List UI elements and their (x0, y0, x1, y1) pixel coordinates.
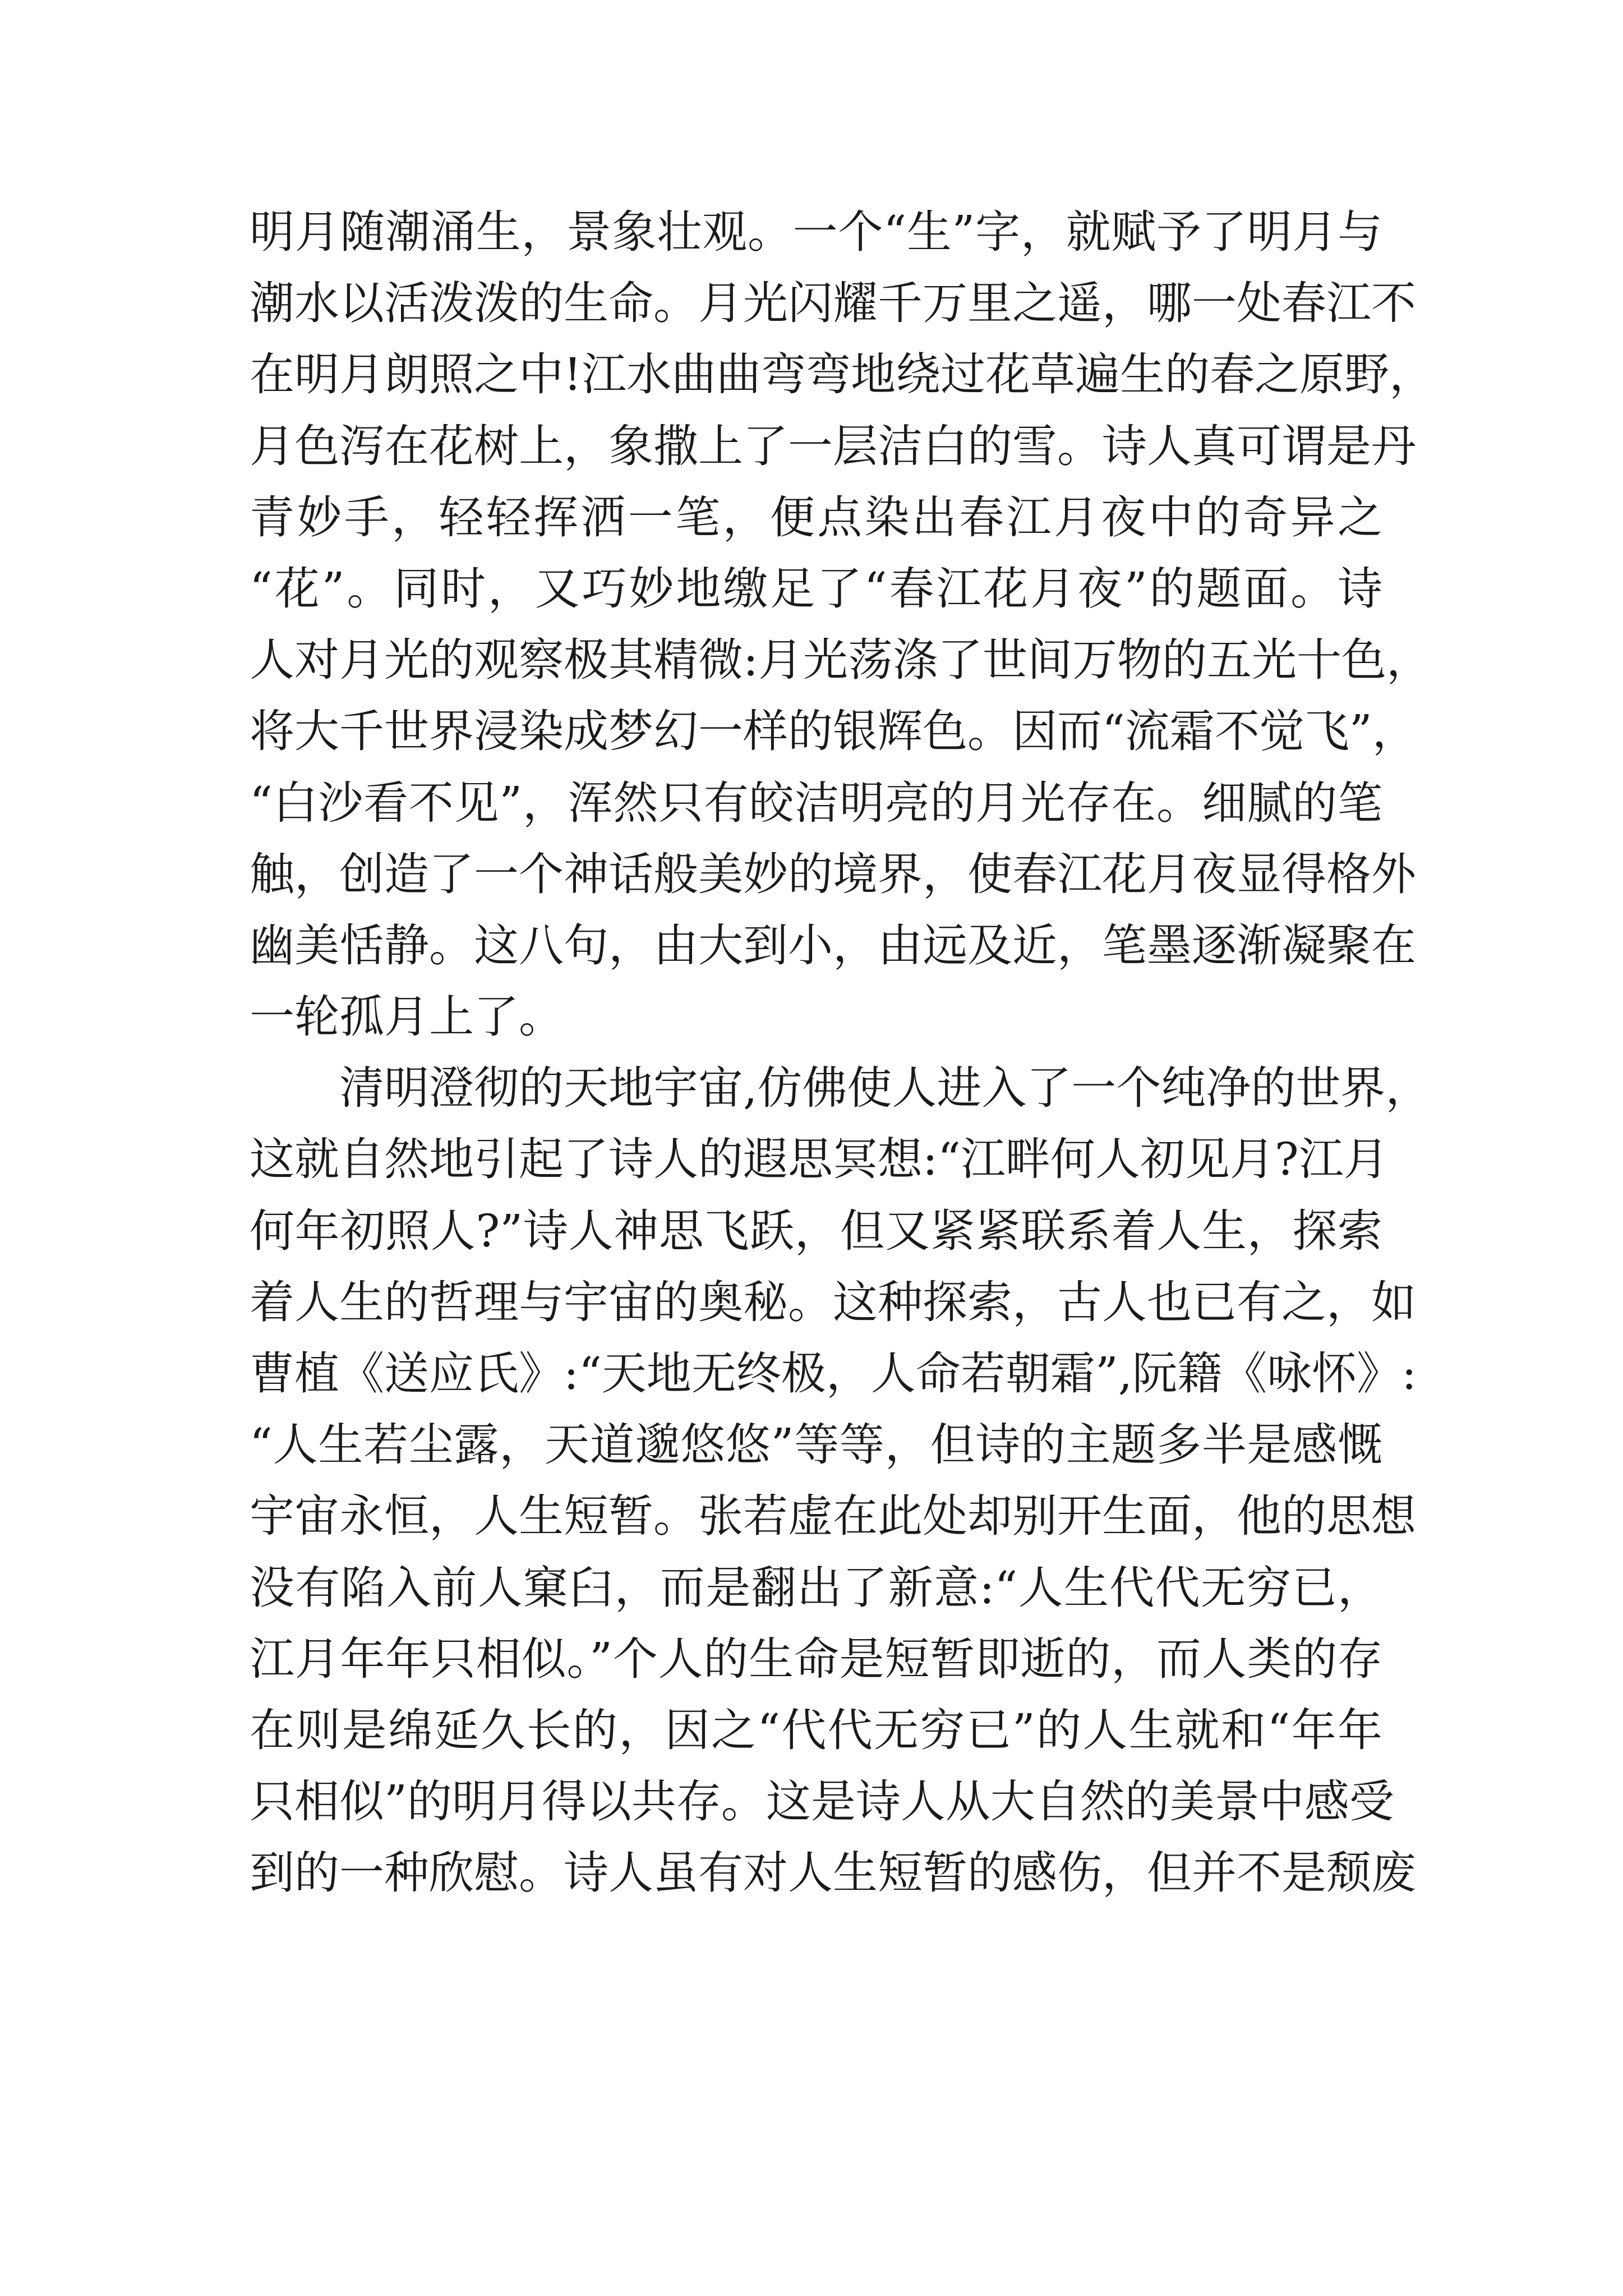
text-line: 这就自然地引起了诗人的遐思冥想:“江畔何人初见月?江月 (250, 1133, 1389, 1186)
text-line: 宇宙永恒，人生短暂。张若虚在此处却别开生面，他的思想 (250, 1490, 1416, 1543)
text-line: 明月随潮涌生，景象壮观。一个“生”字，就赋予了明月与 (250, 206, 1382, 258)
text-line: 在明月朗照之中!江水曲曲弯弯地绕过花草遍生的春之原野， (250, 348, 1435, 401)
text-line: 在则是绵延久长的，因之“代代无穷已”的人生就和“年年 (250, 1704, 1382, 1756)
text-line: “人生若尘露，天道邈悠悠”等等，但诗的主题多半是感慨 (250, 1419, 1382, 1471)
text-line: 曹植《送应氏》:“天地无终极，人命若朝霜”,阮籍《咏怀》: (250, 1347, 1417, 1400)
text-line: 何年初照人?”诗人神思飞跃，但又紧紧联系着人生，探索 (250, 1204, 1382, 1257)
text-line: 到的一种欣慰。诗人虽有对人生短暂的感伤，但并不是颓废 (250, 1847, 1416, 1899)
text-line: “白沙看不见”，浑然只有皎洁明亮的月光存在。细腻的笔 (250, 776, 1382, 829)
text-line: 触，创造了一个神话般美妙的境界，使春江花月夜显得格外 (250, 848, 1416, 900)
text-line: 江月年年只相似。”个人的生命是短暂即逝的，而人类的存 (250, 1632, 1382, 1685)
text-line: 只相似”的明月得以共存。这是诗人从大自然的美景中感受 (250, 1775, 1394, 1828)
text-line: 没有陷入前人窠臼，而是翻出了新意:“人生代代无穷已， (250, 1561, 1382, 1614)
text-line: 青妙手，轻轻挥洒一笔，便点染出春江月夜中的奇异之 (250, 491, 1382, 544)
text-line: 着人生的哲理与宇宙的奥秘。这种探索，古人也已有之，如 (250, 1276, 1416, 1328)
text-line: 清明澄彻的天地宇宙,仿佛使人进入了一个纯净的世界， (250, 1062, 1431, 1115)
text-line: 幽美恬静。这八句，由大到小，由远及近，笔墨逐渐凝聚在 (250, 919, 1416, 972)
text-line: 将大千世界浸染成梦幻一样的银辉色。因而“流霜不觉飞”， (250, 705, 1417, 758)
text-line: 人对月光的观察极其精微:月光荡涤了世间万物的五光十色， (250, 634, 1431, 687)
text-line: 月色泻在花树上，象撒上了一层洁白的雪。诗人真可谓是丹 (250, 420, 1416, 472)
text-line: 潮水以活泼泼的生命。月光闪耀千万里之遥，哪一处春江不 (250, 277, 1416, 330)
paragraph-end-line: 一轮孤月上了。 (250, 991, 564, 1043)
text-line: “花”。同时，又巧妙地缴足了“春江花月夜”的题面。诗 (250, 562, 1382, 615)
body-text (250, 204, 1435, 1917)
